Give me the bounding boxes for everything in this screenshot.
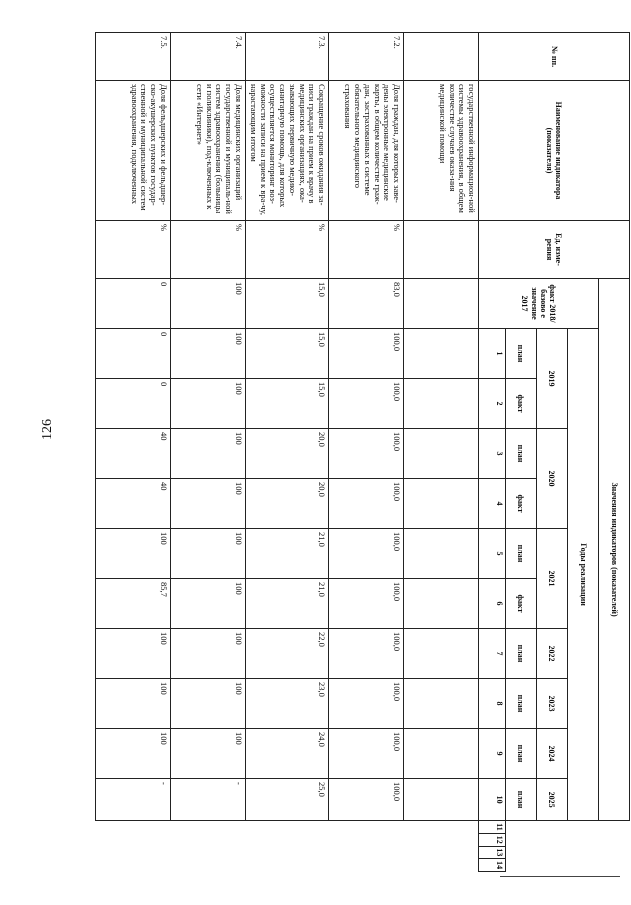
header-num: № пп. xyxy=(479,33,630,81)
row-number: 7.3. xyxy=(246,33,329,81)
value-cell: 20,0 xyxy=(246,429,329,479)
value-cell: 100 xyxy=(96,629,171,679)
header-unit: Ед. изме-рения xyxy=(479,221,630,279)
value-cell xyxy=(404,729,479,779)
value-cell xyxy=(404,679,479,729)
index-cell: 9 xyxy=(479,729,506,779)
header-plan: план xyxy=(505,529,536,579)
value-cell xyxy=(404,529,479,579)
indicator-name: государственной информацион-ной системы здравоохранения, в общем количестве случаев оказа-ния медицинской помощи xyxy=(404,81,479,221)
header-plan: план xyxy=(505,679,536,729)
value-cell: 24,0 xyxy=(246,729,329,779)
indicator-name: Сокращение сроков ожидания за-писи граждан на прием к врачу в медицинских организациях, ока-зывающих первичную медико-санитарную помощь, для которых осуществляется мониторинг воз-можности записи на прием к вра-чу, нарастающим итогом xyxy=(246,81,329,221)
value-cell: 100,0 xyxy=(329,579,404,629)
value-cell: 100 xyxy=(171,379,246,429)
value-cell: 21,0 xyxy=(246,529,329,579)
value-cell: 100,0 xyxy=(329,329,404,379)
value-cell: 100,0 xyxy=(329,379,404,429)
value-cell: 100,0 xyxy=(329,629,404,679)
value-cell: 0 xyxy=(96,279,171,329)
row-number: 7.5. xyxy=(96,33,171,81)
index-cell: 8 xyxy=(479,679,506,729)
header-fact: факт xyxy=(505,479,536,529)
value-cell xyxy=(404,779,479,821)
value-cell xyxy=(404,629,479,679)
value-cell: - xyxy=(171,779,246,821)
index-cell: 4 xyxy=(479,479,506,529)
table-row xyxy=(171,33,246,872)
header-fact: факт xyxy=(505,579,536,629)
value-cell: 100 xyxy=(96,529,171,579)
value-cell xyxy=(404,579,479,629)
value-cell: 100 xyxy=(171,729,246,779)
header-years: Годы реализации xyxy=(567,329,598,821)
value-cell: 0 xyxy=(96,379,171,429)
indicator-name: Доля медицинских организаций государственной и муниципаль-ной систем здравоохранения (больницы и поликлиники), под-ключенных к сети «Интернет» xyxy=(171,81,246,221)
table-row xyxy=(246,33,329,872)
index-cell: 11 xyxy=(479,821,506,834)
value-cell: - xyxy=(96,779,171,821)
header-2022: 2022 xyxy=(536,629,567,679)
index-cell: 12 xyxy=(479,833,506,846)
value-cell: 100 xyxy=(171,629,246,679)
value-cell: 23,0 xyxy=(246,679,329,729)
value-cell: 100 xyxy=(171,529,246,579)
value-cell xyxy=(404,329,479,379)
value-cell: 100,0 xyxy=(329,529,404,579)
unit-cell: % xyxy=(171,221,246,279)
value-cell: 100 xyxy=(171,279,246,329)
unit-cell xyxy=(404,221,479,279)
index-cell: 2 xyxy=(479,379,506,429)
header-values: Значения индикаторов (показателей) xyxy=(598,279,629,821)
value-cell: 100 xyxy=(171,579,246,629)
header-2020: 2020 xyxy=(536,429,567,529)
row-number: 7.4. xyxy=(171,33,246,81)
value-cell xyxy=(404,279,479,329)
header-plan: план xyxy=(505,779,536,821)
value-cell: 85,7 xyxy=(96,579,171,629)
indicator-name: Доля фельдшерских и фельдшер-ско-акушерских пунктов государ-ственной и муниципальной систем здравоохранения, подключенных xyxy=(96,81,171,221)
value-cell: 100 xyxy=(171,679,246,729)
value-cell: 100 xyxy=(171,479,246,529)
value-cell: 21,0 xyxy=(246,579,329,629)
value-cell: 100,0 xyxy=(329,779,404,821)
header-2021: 2021 xyxy=(536,529,567,629)
unit-cell: % xyxy=(246,221,329,279)
value-cell: 15,0 xyxy=(246,279,329,329)
header-plan: план xyxy=(505,429,536,479)
table-container xyxy=(95,32,630,872)
value-cell: 100 xyxy=(171,329,246,379)
row-number: 7.2. xyxy=(329,33,404,81)
index-cell: 3 xyxy=(479,429,506,479)
value-cell xyxy=(404,379,479,429)
header-2019: 2019 xyxy=(536,329,567,429)
index-cell: 13 xyxy=(479,846,506,859)
index-cell: 14 xyxy=(479,859,506,872)
header-2024: 2024 xyxy=(536,729,567,779)
header-plan: план xyxy=(505,629,536,679)
value-cell: 0 xyxy=(96,329,171,379)
row-number xyxy=(404,33,479,81)
value-cell: 15,0 xyxy=(246,329,329,379)
value-cell: 40 xyxy=(96,479,171,529)
value-cell: 22,0 xyxy=(246,629,329,679)
table-row xyxy=(96,33,171,872)
value-cell: 20,0 xyxy=(246,479,329,529)
value-cell: 100 xyxy=(96,679,171,729)
value-cell: 100,0 xyxy=(329,729,404,779)
unit-cell: % xyxy=(329,221,404,279)
value-cell: 25,0 xyxy=(246,779,329,821)
indicator-name: Доля граждан, для которых заве-дены электронные медицинские карты, в общем количестве граж-дан, застрахованных в системе обязательного медицинского страхования xyxy=(329,81,404,221)
header-plan: план xyxy=(505,329,536,379)
index-cell: 1 xyxy=(479,329,506,379)
header-plan: план xyxy=(505,729,536,779)
page-number: 126 xyxy=(40,419,55,440)
value-cell xyxy=(404,429,479,479)
footer-rule xyxy=(500,876,620,877)
value-cell: 100,0 xyxy=(329,429,404,479)
value-cell xyxy=(404,479,479,529)
table-row xyxy=(329,33,404,872)
index-cell: 5 xyxy=(479,529,506,579)
value-cell: 83,0 xyxy=(329,279,404,329)
header-2023: 2023 xyxy=(536,679,567,729)
indicators-table xyxy=(95,32,630,872)
value-cell: 100 xyxy=(96,729,171,779)
header-fact: факт xyxy=(505,379,536,429)
value-cell: 100,0 xyxy=(329,479,404,529)
index-cell: 10 xyxy=(479,779,506,821)
value-cell: 40 xyxy=(96,429,171,479)
value-cell: 15,0 xyxy=(246,379,329,429)
value-cell: 100 xyxy=(171,429,246,479)
table-row xyxy=(404,33,479,872)
value-cell: 100,0 xyxy=(329,679,404,729)
header-name: Наименование индикатора (показателя) xyxy=(479,81,630,221)
index-cell: 7 xyxy=(479,629,506,679)
header-2025: 2025 xyxy=(536,779,567,821)
unit-cell: % xyxy=(96,221,171,279)
header-base: факт 2018/базово е значение 2017 xyxy=(479,279,599,329)
index-cell: 6 xyxy=(479,579,506,629)
